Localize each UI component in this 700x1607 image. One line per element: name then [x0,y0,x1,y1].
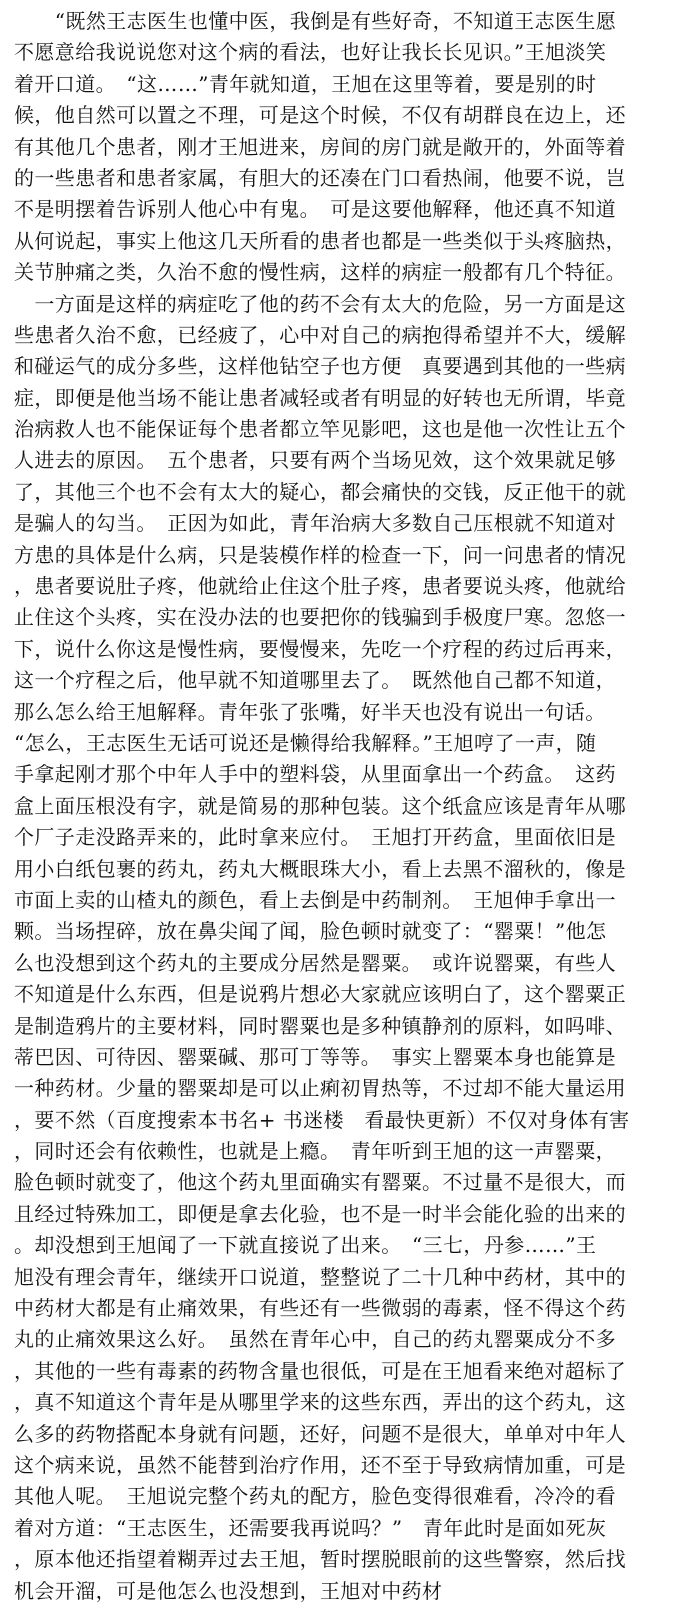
document-page [14,6,686,1603]
text-line: 用小白纸包裹的药丸，药丸大概眼珠大小，看上去黑不溜秋的，像是 [14,856,626,881]
text-line: ，真不知道这个青年是从哪里学来的这些东西，弄出的这个药丸，这 [14,1390,626,1415]
text-line: 一方面是这样的病症吃了他的药不会有太大的危险，另一方面是这 [14,291,626,316]
text-line: ，要不然（百度搜索本书名+ 书迷楼 看最快更新）不仅对身体有害 [14,1107,630,1132]
text-line: 了，其他三个也不会有太大的疑心，都会痛快的交钱，反正他干的就 [14,479,626,504]
text-line: 机会开溜，可是他怎么也没想到，王旭对中药材 [14,1578,443,1603]
text-line: 不是明摆着告诉别人他心中有鬼。 可是这要他解释，他还真不知道 [14,197,616,222]
text-line: 这个病来说，虽然不能替到治疗作用，还不至于导致病情加重，可是 [14,1452,626,1477]
text-line: 手拿起刚才那个中年人手中的塑料袋，从里面拿出一个药盒。 这药 [14,762,616,787]
text-line: 止住这个头疼，实在没办法的也要把你的钱骗到手极度尸寒。忽悠一 [14,605,626,630]
text-line: 关节肿痛之类，久治不愈的慢性病，这样的病症一般都有几个特征。 [14,260,626,285]
text-line: 丸的止痛效果这么好。 虽然在青年心中，自己的药丸罂粟成分不多 [14,1327,616,1352]
text-line: 旭没有理会青年，继续开口说道，整整说了二十几种中药材，其中的 [14,1264,626,1289]
text-line: “既然王志医生也懂中医，我倒是有些好奇，不知道王志医生愿 [14,9,617,33]
text-line: 这一个疗程之后，他早就不知道哪里去了。 既然他自己都不知道， [14,668,616,693]
text-line: 不愿意给我说说您对这个病的看法，也好让我长长见识。”王旭淡笑 [14,40,607,65]
text-line: 那么怎么给王旭解释。青年张了张嘴，好半天也没有说出一句话。 [14,699,606,724]
text-line: 着开口道。 “这……”青年就知道，王旭在这里等着，要是别的时 [14,71,597,96]
text-line: 一种药材。少量的罂粟却是可以止痢初胃热等，不过却不能大量运用 [14,1076,626,1101]
text-line: 候，他自然可以置之不理，可是这个时候，不仅有胡群良在边上，还 [14,103,626,128]
text-line: 且经过特殊加工，即便是拿去化验，也不是一时半会能化验的出来的 [14,1201,626,1226]
text-line: “怎么，王志医生无话可说还是懒得给我解释。”王旭哼了一声，随 [14,730,597,755]
text-line: ，同时还会有依赖性，也就是上瘾。 青年听到王旭的这一声罂粟， [14,1139,616,1164]
text-line: ，患者要说肚子疼，他就给止住这个肚子疼，患者要说头疼，他就给 [14,574,626,599]
text-line: 。却没想到王旭闻了一下就直接说了出来。 “三七，丹参……”王 [14,1233,597,1258]
text-line: 是骗人的勾当。 正因为如此，青年治病大多数自己压根就不知道对 [14,511,616,536]
text-line: 市面上卖的山楂丸的颜色，看上去倒是中药制剂。 王旭伸手拿出一 [14,887,616,912]
text-line: 么多的药物搭配本身就有问题，还好，问题不是很大，单单对中年人 [14,1421,626,1446]
text-line: 下，说什么你这是慢性病，要慢慢来，先吃一个疗程的药过后再来， [14,636,626,661]
text-line: 些患者久治不愈，已经疲了，心中对自己的病抱得希望并不大，缓解 [14,322,626,347]
text-line: ，原本他还指望着糊弄过去王旭，暂时摆脱眼前的这些警察，然后找 [14,1547,626,1572]
text-line: 个厂子走没路弄来的，此时拿来应付。 王旭打开药盒，里面依旧是 [14,825,616,850]
text-line: 从何说起，事实上他这几天所看的患者也都是一些类似于头疼脑热， [14,228,626,253]
text-line: 有其他几个患者，刚才王旭进来，房间的房门就是敞开的，外面等着 [14,134,626,159]
text-line: 盒上面压根没有字，就是简易的那种包装。这个纸盒应该是青年从哪 [14,793,626,818]
text-line: 蒂巴因、可待因、罂粟碱、那可丁等等。 事实上罂粟本身也能算是 [14,1044,616,1069]
text-line: 着对方道：“王志医生，还需要我再说吗？” 青年此时是面如死灰 [14,1515,607,1540]
text-line: 不知道是什么东西，但是说鸦片想必大家就应该明白了，这个罂粟正 [14,982,626,1007]
text-line: 颗。当场捏碎，放在鼻尖闻了闻，脸色顿时就变了：“罂粟！”他怎 [14,919,607,944]
text-line: 脸色顿时就变了，他这个药丸里面确实有罂粟。不过量不是很大，而 [14,1170,626,1195]
text-line: 症，即便是他当场不能让患者减轻或者有明显的好转也无所谓，毕竟 [14,385,626,410]
text-line: 么也没想到这个药丸的主要成分居然是罂粟。 或许说罂粟，有些人 [14,950,616,975]
text-line: 中药材大都是有止痛效果，有些还有一些微弱的毒素，怪不得这个药 [14,1296,626,1321]
document-body [14,6,686,1607]
text-line: 治病救人也不能保证每个患者都立竿见影吧，这也是他一次性让五个 [14,417,626,442]
text-line: 的一些患者和患者家属，有胆大的还凑在门口看热闹，他要不说，岂 [14,165,626,190]
text-line: 是制造鸦片的主要材料，同时罂粟也是多种镇静剂的原料，如吗啡、 [14,1013,626,1038]
text-line: ，其他的一些有毒素的药物含量也很低，可是在王旭看来绝对超标了 [14,1358,626,1383]
text-line: 人进去的原因。 五个患者，只要有两个当场见效，这个效果就足够 [14,448,616,473]
text-line: 和碰运气的成分多些，这样他钻空子也方便 真要遇到其他的一些病 [14,354,626,379]
text-line: 方患的具体是什么病，只是装模作样的检查一下，问一问患者的情况 [14,542,626,567]
text-line: 其他人呢。 王旭说完整个药丸的配方，脸色变得很难看，冷冷的看 [14,1484,616,1509]
